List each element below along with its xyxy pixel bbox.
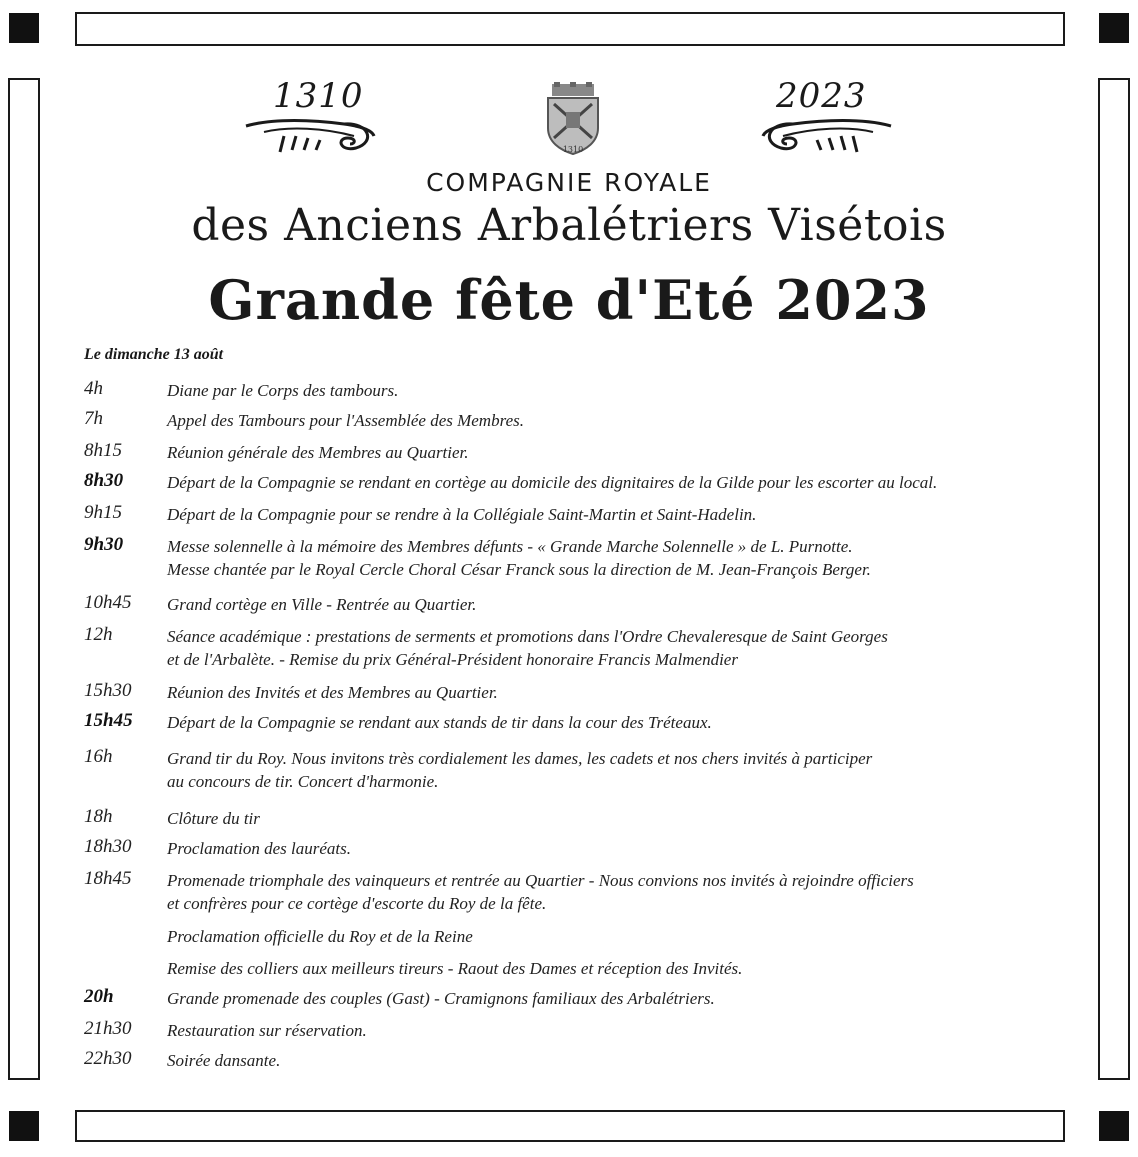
schedule-description-line: Proclamation officielle du Roy et de la Reine (167, 927, 473, 946)
schedule-description-line: Réunion générale des Membres au Quartier. (167, 443, 469, 462)
schedule-description (167, 379, 1067, 402)
schedule-time: 15h45 (84, 710, 133, 731)
schedule-description (167, 681, 1067, 704)
schedule-description-line: Appel des Tambours pour l'Assemblée des Membres. (167, 411, 524, 430)
schedule-description-line: Clôture du tir (167, 809, 260, 828)
schedule-time: 8h30 (84, 470, 124, 491)
schedule-description-line: Grand tir du Roy. Nous invitons très cordialement les dames, les cadets et nos chers invités à participer (167, 749, 873, 768)
schedule-description-line: Soirée dansante. (167, 1051, 281, 1070)
event-title: Grande fête d'Eté 2023 (208, 268, 930, 332)
schedule-time: 18h45 (84, 868, 132, 889)
schedule-description-line: et confrères pour ce cortège d'escorte du Roy de la fête. (167, 894, 547, 913)
schedule-description-line: Départ de la Compagnie se rendant aux stands de tir dans la cour des Tréteaux. (167, 713, 712, 732)
schedule-description (167, 957, 1067, 980)
schedule-time: 7h (84, 408, 103, 429)
schedule-time: 21h30 (84, 1018, 132, 1039)
schedule-time: 18h30 (84, 836, 132, 857)
schedule-description (167, 535, 1067, 581)
schedule-description (167, 593, 1067, 616)
schedule-description-line: Promenade triomphale des vainqueurs et rentrée au Quartier - Nous convions nos invités à rejoindre officiers (167, 871, 914, 890)
schedule-time: 16h (84, 746, 113, 767)
schedule-description (167, 925, 1067, 948)
schedule-time: 12h (84, 624, 113, 645)
schedule-description-line: Messe chantée par le Royal Cercle Choral César Franck sous la direction de M. Jean-François Berger. (167, 560, 871, 579)
schedule-time: 22h30 (84, 1048, 132, 1069)
year-right: 2023 (776, 76, 867, 116)
schedule-description (167, 409, 1067, 432)
schedule-description-line: Réunion des Invités et des Membres au Quartier. (167, 683, 498, 702)
schedule-description-line: Grande promenade des couples (Gast) - Cramignons familiaux des Arbalétriers. (167, 989, 715, 1008)
schedule-description (167, 503, 1067, 526)
schedule-description (167, 1019, 1067, 1042)
schedule-description (167, 471, 1067, 494)
schedule-description (167, 869, 1067, 915)
schedule-time: 4h (84, 378, 103, 399)
schedule-description-line: Remise des colliers aux meilleurs tireurs - Raout des Dames et réception des Invités. (167, 959, 743, 978)
schedule-description-line: et de l'Arbalète. - Remise du prix Général-Président honoraire Francis Malmendier (167, 650, 738, 669)
schedule-description-line: Messe solennelle à la mémoire des Membres défunts - « Grande Marche Solennelle » de L. Purnotte. (167, 537, 853, 556)
schedule-time: 20h (84, 986, 114, 1007)
schedule-description-line: Départ de la Compagnie se rendant en cortège au domicile des dignitaires de la Gilde pour les escorter au local. (167, 473, 938, 492)
schedule-description (167, 711, 1067, 734)
schedule-description-line: au concours de tir. Concert d'harmonie. (167, 772, 439, 791)
schedule-description-line: Restauration sur réservation. (167, 1021, 367, 1040)
schedule-time: 15h30 (84, 680, 132, 701)
date-heading: Le dimanche 13 août (84, 346, 224, 363)
schedule-description (167, 987, 1067, 1010)
schedule-description-line: Départ de la Compagnie pour se rendre à la Collégiale Saint-Martin et Saint-Hadelin. (167, 505, 757, 524)
company-name-line2: des Anciens Arbalétriers Visétois (191, 200, 947, 251)
schedule-description-line: Grand cortège en Ville - Rentrée au Quartier. (167, 595, 477, 614)
schedule-description (167, 837, 1067, 860)
schedule-description (167, 441, 1067, 464)
schedule-time: 9h30 (84, 534, 124, 555)
schedule-time: 8h15 (84, 440, 122, 461)
schedule-time: 9h15 (84, 502, 122, 523)
year-left: 1310 (273, 76, 364, 116)
schedule-time: 18h (84, 806, 113, 827)
schedule-description-line: Séance académique : prestations de serments et promotions dans l'Ordre Chevaleresque de Saint Georges (167, 627, 888, 646)
schedule-description (167, 1049, 1067, 1072)
schedule-description (167, 625, 1067, 671)
schedule-description-line: Diane par le Corps des tambours. (167, 381, 399, 400)
crest-year: 1310 (562, 145, 584, 154)
company-name-line1: COMPAGNIE ROYALE (426, 168, 712, 197)
schedule-description-line: Proclamation des lauréats. (167, 839, 351, 858)
schedule-time: 10h45 (84, 592, 132, 613)
schedule-description (167, 807, 1067, 830)
schedule-description (167, 747, 1067, 793)
